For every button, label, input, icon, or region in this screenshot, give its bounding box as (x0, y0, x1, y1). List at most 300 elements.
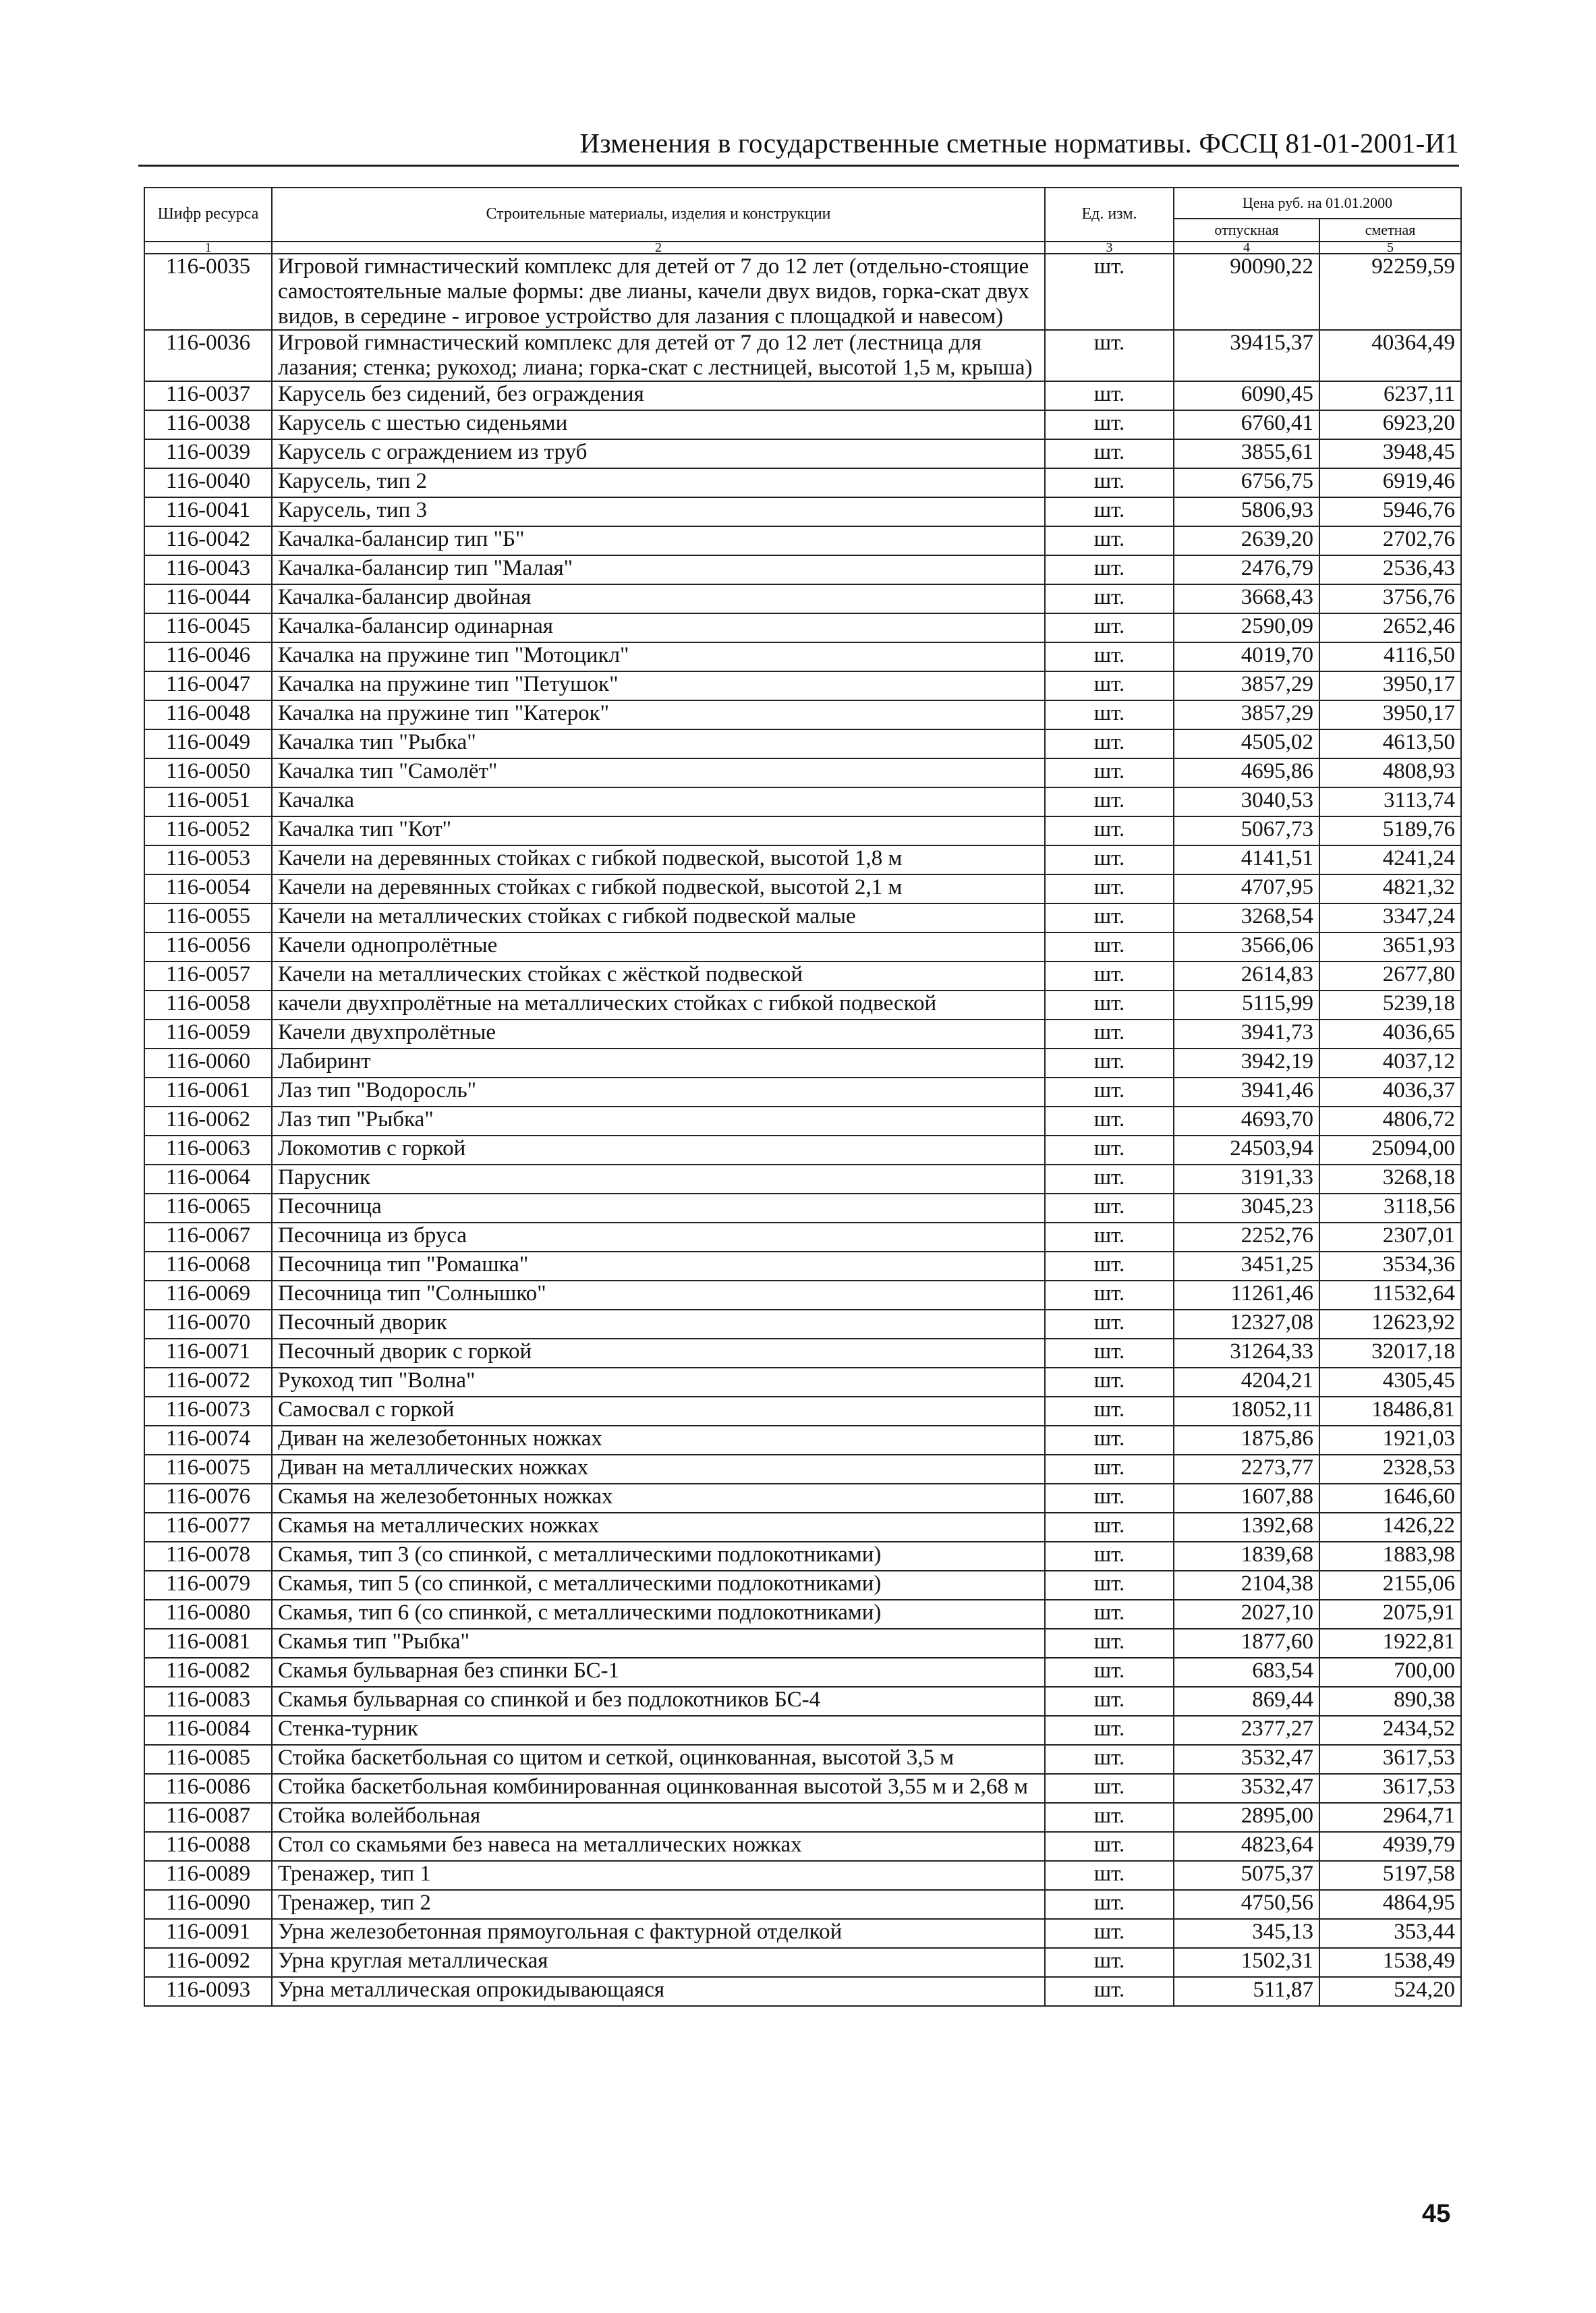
estimate-price: 1922,81 (1319, 1629, 1461, 1658)
resource-code: 116-0093 (144, 1977, 272, 2006)
material-name: Игровой гимнастический комплекс для детей от 7 до 12 лет (отдельно-стоящие самостоятельные малые формы: две лианы, качели двух видов, горка-скат двух видов, в середине - игровое устройство для лазания с площадкой и навесом) (272, 254, 1045, 330)
estimate-price: 4037,12 (1319, 1049, 1461, 1078)
table-row (144, 1397, 1461, 1426)
header-price-release: отпускная (1174, 219, 1319, 242)
estimate-price: 2434,52 (1319, 1716, 1461, 1745)
release-price: 4750,56 (1174, 1890, 1319, 1919)
release-price: 11261,46 (1174, 1281, 1319, 1310)
unit: шт. (1045, 584, 1174, 613)
table-row (144, 410, 1461, 439)
estimate-price: 1538,49 (1319, 1948, 1461, 1977)
release-price: 24503,94 (1174, 1136, 1319, 1165)
unit: шт. (1045, 874, 1174, 903)
material-name: Качалка (272, 787, 1045, 816)
table-row (144, 1890, 1461, 1919)
unit: шт. (1045, 1281, 1174, 1310)
estimate-price: 2075,91 (1319, 1600, 1461, 1629)
table-row (144, 991, 1461, 1020)
unit: шт. (1045, 468, 1174, 497)
resource-code: 116-0039 (144, 439, 272, 468)
estimate-price: 3756,76 (1319, 584, 1461, 613)
table-row (144, 1194, 1461, 1223)
material-name: Скамья, тип 3 (со спинкой, с металлическими подлокотниками) (272, 1542, 1045, 1571)
estimate-price: 1426,22 (1319, 1513, 1461, 1542)
table-row (144, 1223, 1461, 1252)
material-name: Качалка-балансир одинарная (272, 613, 1045, 642)
table-row (144, 642, 1461, 671)
table-row (144, 1339, 1461, 1368)
resource-code: 116-0081 (144, 1629, 272, 1658)
table-row (144, 1542, 1461, 1571)
table-row (144, 613, 1461, 642)
release-price: 3191,33 (1174, 1165, 1319, 1194)
estimate-price: 4939,79 (1319, 1832, 1461, 1861)
estimate-price: 6923,20 (1319, 410, 1461, 439)
table-row (144, 1629, 1461, 1658)
table-row (144, 1455, 1461, 1484)
unit: шт. (1045, 254, 1174, 330)
resource-code: 116-0067 (144, 1223, 272, 1252)
release-price: 2273,77 (1174, 1455, 1319, 1484)
table-row (144, 903, 1461, 932)
unit: шт. (1045, 1977, 1174, 2006)
table-row (144, 1020, 1461, 1049)
table-row (144, 1513, 1461, 1542)
release-price: 1839,68 (1174, 1542, 1319, 1571)
material-name: Карусель с шестью сиденьями (272, 410, 1045, 439)
unit: шт. (1045, 410, 1174, 439)
unit: шт. (1045, 526, 1174, 555)
material-name: Скамья на металлических ножках (272, 1513, 1045, 1542)
release-price: 4141,51 (1174, 845, 1319, 874)
table-row (144, 1977, 1461, 2006)
estimate-price: 5239,18 (1319, 991, 1461, 1020)
resource-code: 116-0051 (144, 787, 272, 816)
material-name: Тренажер, тип 2 (272, 1890, 1045, 1919)
material-name: Лабиринт (272, 1049, 1045, 1078)
release-price: 4707,95 (1174, 874, 1319, 903)
material-name: Качели однопролётные (272, 932, 1045, 962)
unit: шт. (1045, 1803, 1174, 1832)
unit: шт. (1045, 1397, 1174, 1426)
release-price: 2590,09 (1174, 613, 1319, 642)
estimate-price: 3950,17 (1319, 671, 1461, 700)
unit: шт. (1045, 1948, 1174, 1977)
release-price: 1877,60 (1174, 1629, 1319, 1658)
release-price: 3857,29 (1174, 671, 1319, 700)
table-row (144, 526, 1461, 555)
release-price: 2377,27 (1174, 1716, 1319, 1745)
estimate-price: 6919,46 (1319, 468, 1461, 497)
resource-code: 116-0069 (144, 1281, 272, 1310)
resource-code: 116-0070 (144, 1310, 272, 1339)
unit: шт. (1045, 1368, 1174, 1397)
resource-code: 116-0088 (144, 1832, 272, 1861)
unit: шт. (1045, 613, 1174, 642)
table-row (144, 671, 1461, 700)
material-name: Диван на металлических ножках (272, 1455, 1045, 1484)
release-price: 6090,45 (1174, 381, 1319, 410)
material-name: Качалка на пружине тип "Катерок" (272, 700, 1045, 729)
table-row (144, 1716, 1461, 1745)
unit: шт. (1045, 1745, 1174, 1774)
table-row (144, 1078, 1461, 1107)
resource-code: 116-0078 (144, 1542, 272, 1571)
table-row (144, 1919, 1461, 1948)
resource-code: 116-0042 (144, 526, 272, 555)
table-row (144, 1049, 1461, 1078)
release-price: 6756,75 (1174, 468, 1319, 497)
release-price: 5806,93 (1174, 497, 1319, 526)
estimate-price: 2677,80 (1319, 962, 1461, 991)
table-row (144, 1803, 1461, 1832)
release-price: 4695,86 (1174, 758, 1319, 787)
material-name: Карусель, тип 2 (272, 468, 1045, 497)
table-row (144, 1165, 1461, 1194)
table-row (144, 584, 1461, 613)
table-row (144, 1368, 1461, 1397)
running-header (138, 127, 1459, 167)
material-name: Скамья, тип 5 (со спинкой, с металлическими подлокотниками) (272, 1571, 1045, 1600)
resource-code: 116-0043 (144, 555, 272, 584)
resource-code: 116-0062 (144, 1107, 272, 1136)
material-name: Песочница из бруса (272, 1223, 1045, 1252)
table-row (144, 1658, 1461, 1687)
material-name: Игровой гимнастический комплекс для детей от 7 до 12 лет (лестница для лазания; стенка; рукоход; лиана; горка-скат с лестницей, высотой 1,5 м, крыша) (272, 330, 1045, 381)
resource-code: 116-0074 (144, 1426, 272, 1455)
resource-code: 116-0054 (144, 874, 272, 903)
unit: шт. (1045, 700, 1174, 729)
material-name: Стойка волейбольная (272, 1803, 1045, 1832)
estimate-price: 700,00 (1319, 1658, 1461, 1687)
table-row (144, 254, 1461, 330)
resource-code: 116-0079 (144, 1571, 272, 1600)
release-price: 4019,70 (1174, 642, 1319, 671)
document-title: Изменения в государственные сметные нормативы. ФССЦ 81-01-2001-И1 (579, 128, 1459, 159)
unit: шт. (1045, 1049, 1174, 1078)
estimate-price: 3950,17 (1319, 700, 1461, 729)
resource-code: 116-0056 (144, 932, 272, 962)
release-price: 1875,86 (1174, 1426, 1319, 1455)
resource-code: 116-0035 (144, 254, 272, 330)
material-name: Стол со скамьями без навеса на металлических ножках (272, 1832, 1045, 1861)
material-name: Урна металлическая опрокидывающаяся (272, 1977, 1045, 2006)
estimate-price: 3948,45 (1319, 439, 1461, 468)
column-number: 2 (272, 242, 1045, 254)
release-price: 345,13 (1174, 1919, 1319, 1948)
release-price: 3855,61 (1174, 439, 1319, 468)
unit: шт. (1045, 962, 1174, 991)
resource-code: 116-0071 (144, 1339, 272, 1368)
resource-code: 116-0044 (144, 584, 272, 613)
unit: шт. (1045, 330, 1174, 381)
release-price: 12327,08 (1174, 1310, 1319, 1339)
estimate-price: 2307,01 (1319, 1223, 1461, 1252)
material-name: Качели на металлических стойках с гибкой подвеской малые (272, 903, 1045, 932)
unit: шт. (1045, 1658, 1174, 1687)
table-row (144, 439, 1461, 468)
release-price: 4505,02 (1174, 729, 1319, 758)
resource-code: 116-0090 (144, 1890, 272, 1919)
unit: шт. (1045, 1861, 1174, 1890)
unit: шт. (1045, 642, 1174, 671)
estimate-price: 2702,76 (1319, 526, 1461, 555)
table-row (144, 1136, 1461, 1165)
material-name: Качалка на пружине тип "Петушок" (272, 671, 1045, 700)
unit: шт. (1045, 787, 1174, 816)
resource-code: 116-0038 (144, 410, 272, 439)
unit: шт. (1045, 1136, 1174, 1165)
unit: шт. (1045, 1252, 1174, 1281)
material-name: Локомотив с горкой (272, 1136, 1045, 1165)
release-price: 5115,99 (1174, 991, 1319, 1020)
unit: шт. (1045, 1513, 1174, 1542)
unit: шт. (1045, 1716, 1174, 1745)
estimate-price: 3118,56 (1319, 1194, 1461, 1223)
material-name: Качалка-балансир тип "Б" (272, 526, 1045, 555)
release-price: 3040,53 (1174, 787, 1319, 816)
resource-code: 116-0084 (144, 1716, 272, 1745)
release-price: 3532,47 (1174, 1774, 1319, 1803)
table-row (144, 330, 1461, 381)
material-name: Песочница (272, 1194, 1045, 1223)
resource-code: 116-0075 (144, 1455, 272, 1484)
estimate-price: 1921,03 (1319, 1426, 1461, 1455)
unit: шт. (1045, 1687, 1174, 1716)
release-price: 1392,68 (1174, 1513, 1319, 1542)
table-row (144, 758, 1461, 787)
column-number: 3 (1045, 242, 1174, 254)
table-body (144, 254, 1461, 2006)
release-price: 4823,64 (1174, 1832, 1319, 1861)
table-row (144, 1600, 1461, 1629)
table-row (144, 381, 1461, 410)
release-price: 511,87 (1174, 1977, 1319, 2006)
release-price: 2639,20 (1174, 526, 1319, 555)
unit: шт. (1045, 1774, 1174, 1803)
estimate-price: 5189,76 (1319, 816, 1461, 845)
material-name: Лаз тип "Рыбка" (272, 1107, 1045, 1136)
resource-code: 116-0036 (144, 330, 272, 381)
resource-code: 116-0065 (144, 1194, 272, 1223)
material-name: Скамья бульварная со спинкой и без подлокотников БС-4 (272, 1687, 1045, 1716)
material-name: Качалка тип "Самолёт" (272, 758, 1045, 787)
release-price: 2252,76 (1174, 1223, 1319, 1252)
unit: шт. (1045, 758, 1174, 787)
estimate-price: 353,44 (1319, 1919, 1461, 1948)
estimate-price: 5946,76 (1319, 497, 1461, 526)
resource-code: 116-0087 (144, 1803, 272, 1832)
release-price: 39415,37 (1174, 330, 1319, 381)
table-row (144, 1281, 1461, 1310)
material-name: Качели на деревянных стойках с гибкой подвеской, высотой 2,1 м (272, 874, 1045, 903)
estimate-price: 4305,45 (1319, 1368, 1461, 1397)
table-row (144, 1310, 1461, 1339)
material-name: Скамья бульварная без спинки БС-1 (272, 1658, 1045, 1687)
material-name: Скамья, тип 6 (со спинкой, с металлическими подлокотниками) (272, 1600, 1045, 1629)
material-name: Песочный дворик с горкой (272, 1339, 1045, 1368)
table-row (144, 1687, 1461, 1716)
estimate-price: 2155,06 (1319, 1571, 1461, 1600)
release-price: 3857,29 (1174, 700, 1319, 729)
table-row (144, 497, 1461, 526)
material-name: Качалка тип "Кот" (272, 816, 1045, 845)
release-price: 4204,21 (1174, 1368, 1319, 1397)
resource-code: 116-0048 (144, 700, 272, 729)
release-price: 18052,11 (1174, 1397, 1319, 1426)
release-price: 3566,06 (1174, 932, 1319, 962)
table-row (144, 1571, 1461, 1600)
unit: шт. (1045, 1542, 1174, 1571)
unit: шт. (1045, 1890, 1174, 1919)
header-code: Шифр ресурса (144, 188, 272, 242)
resource-code: 116-0053 (144, 845, 272, 874)
material-name: Самосвал с горкой (272, 1397, 1045, 1426)
unit: шт. (1045, 439, 1174, 468)
resource-code: 116-0059 (144, 1020, 272, 1049)
resource-code: 116-0037 (144, 381, 272, 410)
estimate-price: 6237,11 (1319, 381, 1461, 410)
resource-code: 116-0046 (144, 642, 272, 671)
release-price: 3941,73 (1174, 1020, 1319, 1049)
table-row (144, 1107, 1461, 1136)
material-name: Стойка баскетбольная со щитом и сеткой, оцинкованная, высотой 3,5 м (272, 1745, 1045, 1774)
release-price: 3668,43 (1174, 584, 1319, 613)
resource-code: 116-0091 (144, 1919, 272, 1948)
unit: шт. (1045, 932, 1174, 962)
material-name: Качалка на пружине тип "Мотоцикл" (272, 642, 1045, 671)
material-name: Качели на металлических стойках с жёсткой подвеской (272, 962, 1045, 991)
resource-code: 116-0057 (144, 962, 272, 991)
unit: шт. (1045, 816, 1174, 845)
release-price: 3532,47 (1174, 1745, 1319, 1774)
release-price: 1607,88 (1174, 1484, 1319, 1513)
estimate-price: 2328,53 (1319, 1455, 1461, 1484)
resource-code: 116-0040 (144, 468, 272, 497)
estimate-price: 92259,59 (1319, 254, 1461, 330)
release-price: 3045,23 (1174, 1194, 1319, 1223)
resource-code: 116-0047 (144, 671, 272, 700)
unit: шт. (1045, 1310, 1174, 1339)
table-row (144, 1832, 1461, 1861)
estimate-price: 5197,58 (1319, 1861, 1461, 1890)
resource-code: 116-0086 (144, 1774, 272, 1803)
estimate-price: 2536,43 (1319, 555, 1461, 584)
material-name: Песочница тип "Солнышко" (272, 1281, 1045, 1310)
resource-code: 116-0041 (144, 497, 272, 526)
resource-code: 116-0055 (144, 903, 272, 932)
unit: шт. (1045, 555, 1174, 584)
estimate-price: 4806,72 (1319, 1107, 1461, 1136)
table-row (144, 729, 1461, 758)
estimate-price: 4036,65 (1319, 1020, 1461, 1049)
material-name: Урна круглая металлическая (272, 1948, 1045, 1977)
estimate-price: 3617,53 (1319, 1745, 1461, 1774)
price-table (144, 187, 1462, 2007)
unit: шт. (1045, 671, 1174, 700)
estimate-price: 25094,00 (1319, 1136, 1461, 1165)
material-name: Парусник (272, 1165, 1045, 1194)
resource-code: 116-0064 (144, 1165, 272, 1194)
estimate-price: 32017,18 (1319, 1339, 1461, 1368)
estimate-price: 4821,32 (1319, 874, 1461, 903)
release-price: 6760,41 (1174, 410, 1319, 439)
estimate-price: 1883,98 (1319, 1542, 1461, 1571)
table-row (144, 1861, 1461, 1890)
release-price: 2614,83 (1174, 962, 1319, 991)
resource-code: 116-0077 (144, 1513, 272, 1542)
header-unit: Ед. изм. (1045, 188, 1174, 242)
material-name: качели двухпролётные на металлических стойках с гибкой подвеской (272, 991, 1045, 1020)
resource-code: 116-0085 (144, 1745, 272, 1774)
estimate-price: 3617,53 (1319, 1774, 1461, 1803)
material-name: Рукоход тип "Волна" (272, 1368, 1045, 1397)
page-number: 45 (1422, 2200, 1451, 2228)
estimate-price: 4116,50 (1319, 642, 1461, 671)
release-price: 3941,46 (1174, 1078, 1319, 1107)
material-name: Урна железобетонная прямоугольная с фактурной отделкой (272, 1919, 1045, 1948)
column-number: 4 (1174, 242, 1319, 254)
unit: шт. (1045, 1629, 1174, 1658)
table-row (144, 874, 1461, 903)
table-row (144, 816, 1461, 845)
release-price: 3268,54 (1174, 903, 1319, 932)
release-price: 3942,19 (1174, 1049, 1319, 1078)
table-row (144, 962, 1461, 991)
material-name: Песочница тип "Ромашка" (272, 1252, 1045, 1281)
estimate-price: 18486,81 (1319, 1397, 1461, 1426)
unit: шт. (1045, 1339, 1174, 1368)
estimate-price: 1646,60 (1319, 1484, 1461, 1513)
estimate-price: 2964,71 (1319, 1803, 1461, 1832)
estimate-price: 3347,24 (1319, 903, 1461, 932)
estimate-price: 3268,18 (1319, 1165, 1461, 1194)
estimate-price: 4241,24 (1319, 845, 1461, 874)
release-price: 4693,70 (1174, 1107, 1319, 1136)
release-price: 31264,33 (1174, 1339, 1319, 1368)
estimate-price: 2652,46 (1319, 613, 1461, 642)
resource-code: 116-0073 (144, 1397, 272, 1426)
table-row (144, 1426, 1461, 1455)
table-row (144, 1774, 1461, 1803)
estimate-price: 3534,36 (1319, 1252, 1461, 1281)
unit: шт. (1045, 497, 1174, 526)
header-name: Строительные материалы, изделия и конструкции (272, 188, 1045, 242)
estimate-price: 4036,37 (1319, 1078, 1461, 1107)
table-row (144, 1252, 1461, 1281)
resource-code: 116-0063 (144, 1136, 272, 1165)
unit: шт. (1045, 991, 1174, 1020)
table-row (144, 555, 1461, 584)
estimate-price: 524,20 (1319, 1977, 1461, 2006)
release-price: 869,44 (1174, 1687, 1319, 1716)
resource-code: 116-0092 (144, 1948, 272, 1977)
material-name: Качалка-балансир двойная (272, 584, 1045, 613)
estimate-price: 12623,92 (1319, 1310, 1461, 1339)
unit: шт. (1045, 381, 1174, 410)
material-name: Карусель без сидений, без ограждения (272, 381, 1045, 410)
release-price: 2476,79 (1174, 555, 1319, 584)
material-name: Стенка-турник (272, 1716, 1045, 1745)
unit: шт. (1045, 1078, 1174, 1107)
estimate-price: 4613,50 (1319, 729, 1461, 758)
unit: шт. (1045, 1600, 1174, 1629)
material-name: Скамья тип "Рыбка" (272, 1629, 1045, 1658)
resource-code: 116-0045 (144, 613, 272, 642)
material-name: Лаз тип "Водоросль" (272, 1078, 1045, 1107)
resource-code: 116-0061 (144, 1078, 272, 1107)
resource-code: 116-0089 (144, 1861, 272, 1890)
